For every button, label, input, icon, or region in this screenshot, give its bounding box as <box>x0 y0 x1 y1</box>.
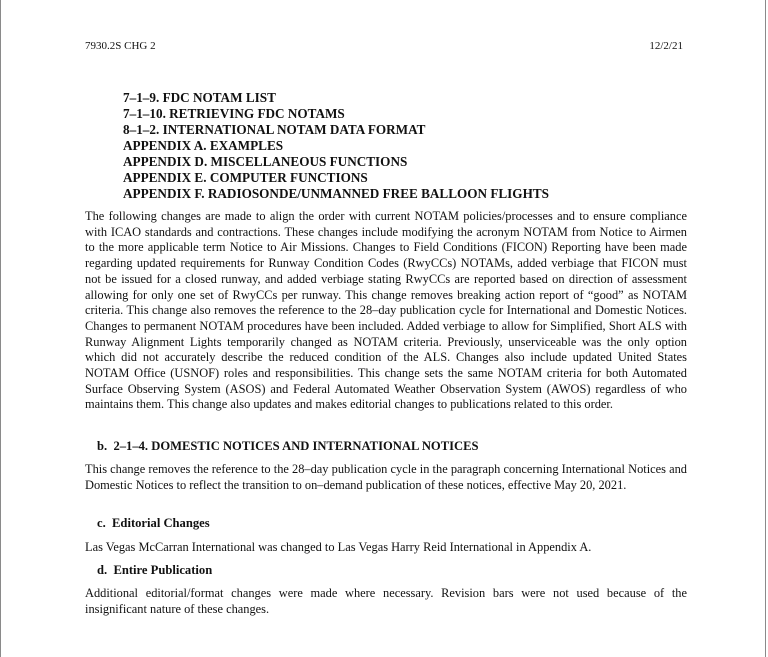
section-c-paragraph: Las Vegas McCarran International was changed to Las Vegas Harry Reid International in Appendix A. <box>85 540 592 554</box>
toc-item: APPENDIX D. MISCELLANEOUS FUNCTIONS <box>123 154 408 169</box>
changes-explanation-paragraph: The following changes are made to align the order with current NOTAM policies/processes and to ensure compliance with ICAO standards and contractions. These changes include modifying the acronym NOTAM from Notice to Airmen to the more applicable term Notice to Air Missions. Changes to Field Conditions (FICON) Reporting have been made regarding updated requirements for Runway Condition Codes (RwyCCs) NOTAMs, added verbiage that FICON must not be issued for a closed runway, and added verbiage stating RwyCCs are reported based on direction of assessment allowing for only one set of RwyCCs per runway. This change removes breaking action report of “good” as NOTAM criteria. This change also removes the reference to the 28–day publication cycle for International and Domestic Notices. Changes to permanent NOTAM procedures have been included. Added verbiage to allow for Simplified, Short ALS with Runway Alignment Lights temporarily changed as NOTAM criteria. Previously, unserviceable was the only option which did not accurately describe the reduced condition of the ALS. Changes also include updated United States NOTAM Office (USNOF) roles and responsibilities. This change sets the same NOTAM criteria for both Automated Surface Observing System (ASOS) and Federal Automated Weather Observation System (AWOS) regardless of who maintains them. This change also updates and makes editorial changes to publications related to this order. <box>85 209 687 412</box>
toc-item: 8–1–2. INTERNATIONAL NOTAM DATA FORMAT <box>123 122 426 137</box>
section-b-paragraph: This change removes the reference to the 28–day publication cycle in the paragraph concerning International Notices and Domestic Notices to reflect the transition to on–demand publication of these notices, effective May 20, 2021. <box>85 462 687 492</box>
section-c-heading: c. Editorial Changes <box>97 516 210 530</box>
section-b-heading: b. 2–1–4. DOMESTIC NOTICES AND INTERNATIONAL NOTICES <box>97 439 479 453</box>
toc-item: 7–1–10. RETRIEVING FDC NOTAMS <box>123 106 345 121</box>
toc-item: APPENDIX F. RADIOSONDE/UNMANNED FREE BALLOON FLIGHTS <box>123 186 549 201</box>
section-d-paragraph: Additional editorial/format changes were made where necessary. Revision bars were not used because of the insignificant nature of these changes. <box>85 586 687 616</box>
toc-item: APPENDIX A. EXAMPLES <box>123 138 284 153</box>
changed-sections-list <box>123 90 549 202</box>
date-header: 12/2/21 <box>649 40 683 52</box>
section-d-heading: d. Entire Publication <box>97 563 213 577</box>
order-number-header: 7930.2S CHG 2 <box>85 40 156 52</box>
toc-item: APPENDIX E. COMPUTER FUNCTIONS <box>123 170 368 185</box>
toc-item: 7–1–9. FDC NOTAM LIST <box>123 90 276 105</box>
